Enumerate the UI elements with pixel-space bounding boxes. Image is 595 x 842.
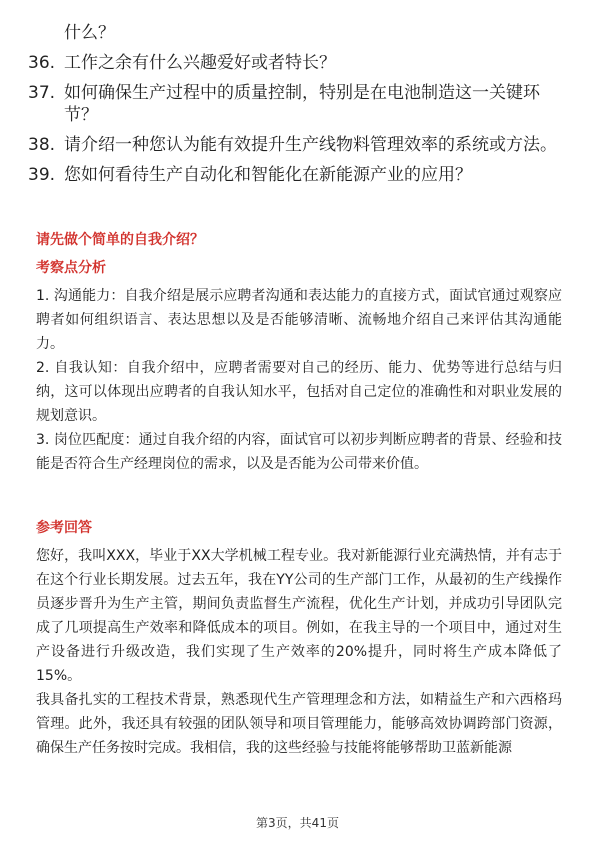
question-38 — [28, 134, 568, 156]
analysis-section — [36, 258, 562, 476]
question-35-continuation: 什么？ — [64, 23, 115, 43]
analysis-point-2: 2. 自我认知：自我介绍中，应聘者需要对自己的经历、能力、优势等进行总结与归纳，这可以体现出应聘者的自我认知水平，包括对自己定位的准确性和对职业发展的规划意识。 — [36, 360, 562, 424]
page-footer: 第3页，共41页 — [256, 816, 339, 830]
question-39 — [28, 164, 568, 186]
question-text: 请介绍一种您认为能有效提升生产线物料管理效率的系统或方法。 — [64, 135, 557, 155]
question-text: 工作之余有什么兴趣爱好或者特长？ — [64, 53, 336, 73]
answer-heading: 参考回答 — [36, 520, 92, 536]
question-number: 39. — [28, 165, 56, 185]
question-text: 您如何看待生产自动化和智能化在新能源产业的应用？ — [64, 165, 472, 185]
answer-paragraph-2: 我具备扎实的工程技术背景，熟悉现代生产管理理念和方法，如精益生产和六西格玛管理。此外，我还具有较强的团队领导和项目管理能力，能够高效协调跨部门资源，确保生产任务按时完成。我相信，我的这些经验与技能将能够帮助卫蓝新能源 — [36, 692, 562, 756]
question-text: 如何确保生产过程中的质量控制，特别是在电池制造这一关键环节？ — [64, 83, 540, 125]
question-36 — [28, 52, 568, 74]
intro-question-heading: 请先做个简单的自我介绍？ — [36, 232, 204, 248]
question-number: 36. — [28, 53, 56, 73]
analysis-heading: 考察点分析 — [36, 260, 106, 276]
intro-question-section — [36, 230, 562, 250]
analysis-point-3: 3. 岗位匹配度：通过自我介绍的内容，面试官可以初步判断应聘者的背景、经验和技能是否符合生产经理岗位的需求，以及是否能为公司带来价值。 — [36, 432, 562, 472]
answer-section — [36, 518, 562, 760]
question-number: 38. — [28, 135, 56, 155]
question-number: 37. — [28, 83, 56, 103]
question-list — [28, 22, 568, 194]
analysis-point-1: 1. 沟通能力：自我介绍是展示应聘者沟通和表达能力的直接方式，面试官通过观察应聘者如何组织语言、表达思想以及是否能够清晰、流畅地介绍自己来评估其沟通能力。 — [36, 288, 562, 352]
question-37 — [28, 82, 568, 126]
answer-paragraph-1: 您好，我叫XXX，毕业于XX大学机械工程专业。我对新能源行业充满热情，并有志于在这个行业长期发展。过去五年，我在YY公司的生产部门工作，从最初的生产线操作员逐步晋升为生产主管，期间负责监督生产流程，优化生产计划，并成功引导团队完成了几项提高生产效率和降低成本的项目。例如，在我主导的一个项目中，通过对生产设备进行升级改造，我们实现了生产效率的20%提升，同时将生产成本降低了15%。 — [36, 548, 562, 684]
